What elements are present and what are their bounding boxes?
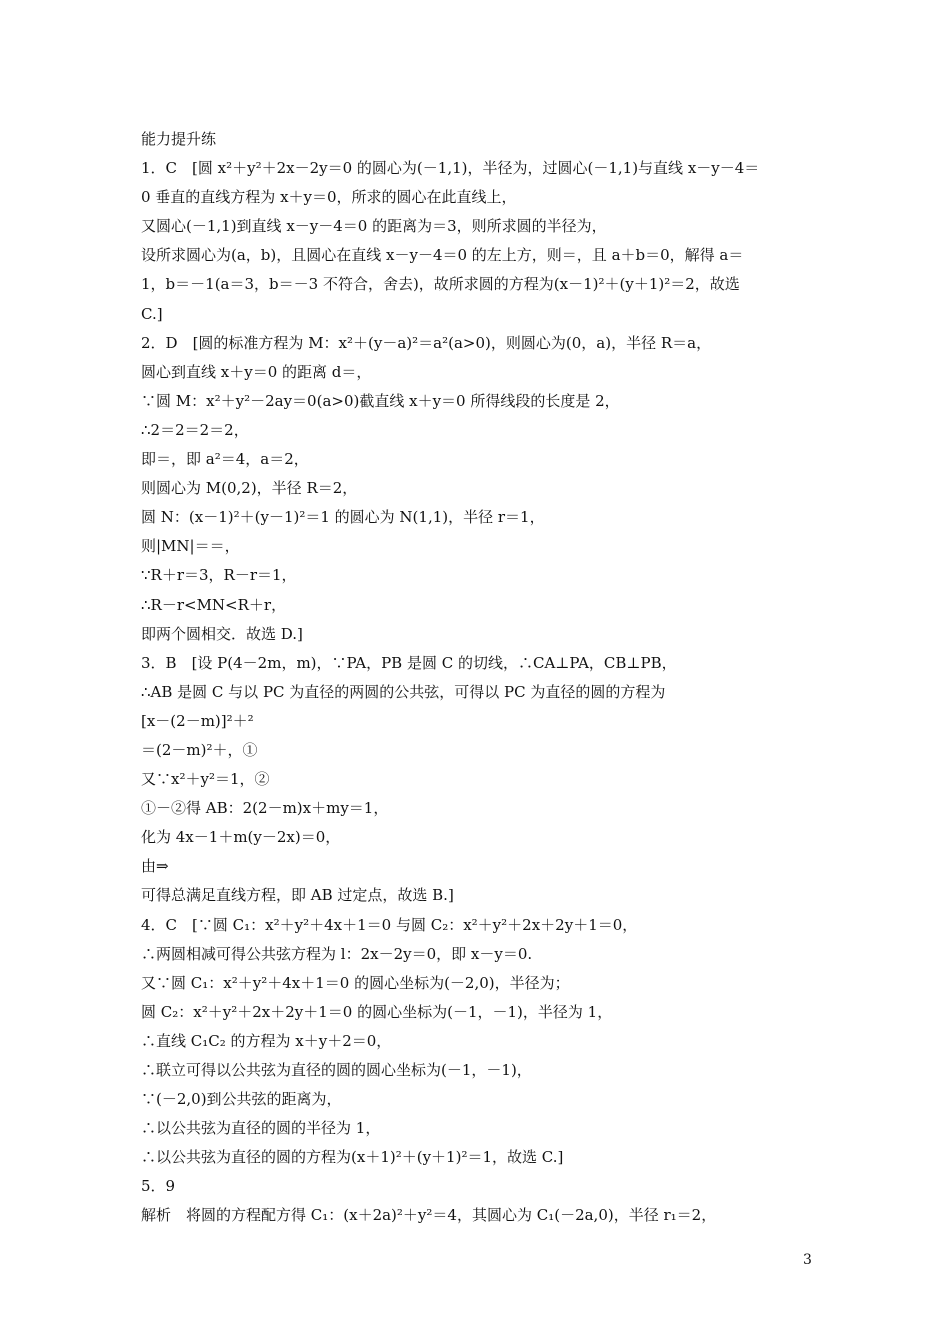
text-line: 3．B [设 P(4－2m，m)，∵PA，PB 是圆 C 的切线，∴CA⊥PA，CB⊥PB， <box>141 653 677 672</box>
text-line: 又∵x²＋y²＝1，② <box>141 770 270 789</box>
text-line: C.] <box>141 304 163 323</box>
text-line: 圆 N：(x－1)²＋(y－1)²＝1 的圆心为 N(1,1)，半径 r＝1， <box>141 508 545 527</box>
text-line: 圆心到直线 x＋y＝0 的距离 d＝， <box>141 362 372 381</box>
text-line: 又∵圆 C₁：x²＋y²＋4x＋1＝0 的圆心坐标为(－2,0)，半径为； <box>141 973 570 992</box>
text-line: ①－②得 AB：2(2－m)x＋my＝1， <box>141 799 389 818</box>
text-line: 5．9 <box>141 1177 176 1196</box>
text-line: ∴以公共弦为直径的圆的方程为(x＋1)²＋(y＋1)²＝1，故选 C.] <box>141 1148 564 1167</box>
text-line: 0 垂直的直线方程为 x＋y＝0，所求的圆心在此直线上， <box>141 188 517 207</box>
text-line: 可得总满足直线方程，即 AB 过定点，故选 B.] <box>141 886 454 905</box>
text-line: 1．C [圆 x²＋y²＋2x－2y＝0 的圆心为(－1,1)，半径为，过圆心(－1,1)与直线 x－y－4＝ <box>141 159 760 178</box>
text-line: ∵(－2,0)到公共弦的距离为， <box>141 1090 342 1109</box>
text-line: 又圆心(－1,1)到直线 x－y－4＝0 的距离为＝3，则所求圆的半径为， <box>141 217 607 236</box>
text-line: 能力提升练 <box>141 130 217 148</box>
text-line: ∴两圆相减可得公共弦方程为 l：2x－2y＝0，即 x－y＝0. <box>141 944 533 963</box>
text-line: 解析 将圆的方程配方得 C₁：(x＋2a)²＋y²＝4，其圆心为 C₁(－2a,0)，半径 r₁＝2， <box>141 1206 717 1225</box>
text-line: 由⇒ <box>141 857 169 876</box>
text-line: ∴2＝2＝2＝2， <box>141 420 249 439</box>
text-line: ＝(2－m)²＋，① <box>141 740 258 759</box>
text-line: 即＝，即 a²＝4，a＝2， <box>141 450 309 469</box>
text-line: 则|MN|＝＝， <box>141 537 240 556</box>
page-number: 3 <box>803 1252 812 1268</box>
answer-text-block <box>141 125 813 1231</box>
text-line: ∴联立可得以公共弦为直径的圆的圆心坐标为(－1，－1)， <box>141 1061 532 1079</box>
text-line: ∴以公共弦为直径的圆的半径为 1， <box>141 1119 381 1138</box>
text-line: 圆 C₂：x²＋y²＋2x＋2y＋1＝0 的圆心坐标为(－1，－1)，半径为 1， <box>141 1002 613 1021</box>
text-line: [x－(2－m)]²＋² <box>141 711 254 730</box>
text-line: 设所求圆心为(a，b)，且圆心在直线 x－y－4＝0 的左上方，则＝，且 a＋b＝0，解得 a＝ <box>141 246 744 265</box>
text-line: 2．D [圆的标准方程为 M：x²＋(y－a)²＝a²(a>0)，则圆心为(0，a)，半径 R＝a， <box>141 333 712 352</box>
text-line: 1，b＝－1(a＝3，b＝－3 不符合，舍去)，故所求圆的方程为(x－1)²＋(y＋1)²＝2，故选 <box>141 275 740 294</box>
text-line: ∴AB 是圆 C 与以 PC 为直径的两圆的公共弦，可得以 PC 为直径的圆的方程为 <box>141 682 666 701</box>
text-line: 4．C [∵圆 C₁：x²＋y²＋4x＋1＝0 与圆 C₂：x²＋y²＋2x＋2y＋1＝0， <box>141 915 638 934</box>
text-line: 化为 4x－1＋m(y－2x)＝0， <box>141 828 341 847</box>
text-line: ∴R－r<MN<R＋r， <box>141 595 287 614</box>
text-line: 即两个圆相交．故选 D.] <box>141 624 303 643</box>
text-line: ∵圆 M：x²＋y²－2ay＝0(a>0)截直线 x＋y＝0 所得线段的长度是 2， <box>141 391 620 410</box>
text-line: ∵R＋r＝3，R－r＝1， <box>141 566 297 585</box>
text-line: 则圆心为 M(0,2)，半径 R＝2， <box>141 479 358 498</box>
text-line: ∴直线 C₁C₂ 的方程为 x＋y＋2＝0， <box>141 1031 392 1050</box>
